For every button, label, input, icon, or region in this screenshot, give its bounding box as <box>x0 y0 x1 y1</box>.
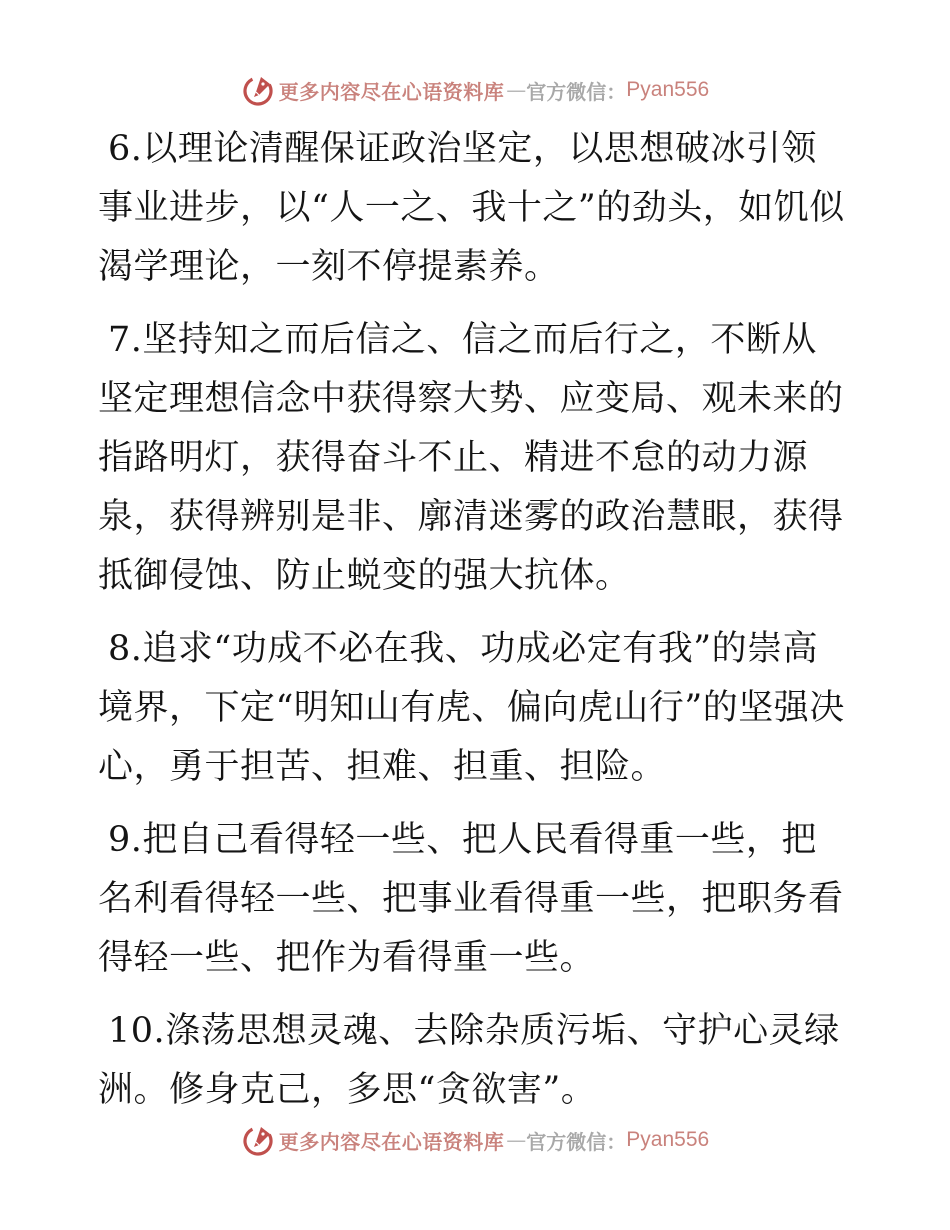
banner-wechat-label: 官方微信： <box>526 1129 627 1154</box>
pen-nib-logo-icon <box>241 73 275 107</box>
header-banner <box>0 70 950 110</box>
paragraph-7: 7.坚持知之而后信之、信之而后行之，不断从坚定理想信念中获得察大势、应变局、观未来的指路明灯，获得奋斗不止、精进不怠的动力源泉，获得辨别是非、廓清迷雾的政治慧眼，获得抵御侵蚀、防止蜕变的强大抗体。 <box>98 320 844 596</box>
banner-separator: — <box>506 1128 527 1152</box>
document-body <box>98 120 850 1134</box>
footer-banner <box>0 1120 950 1160</box>
banner-wechat-label: 官方微信： <box>526 79 627 104</box>
banner-wechat-id: Pyan556 <box>626 78 710 101</box>
banner-title: 更多内容尽在心语资料库 <box>278 1129 505 1154</box>
banner-wechat-id: Pyan556 <box>626 1128 710 1151</box>
paragraph-8: 8.追求“功成不必在我、功成必定有我”的崇高境界，下定“明知山有虎、偏向虎山行”的坚强决心，勇于担苦、担难、担重、担险。 <box>98 629 845 787</box>
paragraph-10: 10.涤荡思想灵魂、去除杂质污垢、守护心灵绿洲。修身克己，多思“贪欲害”。 <box>98 1011 840 1110</box>
paragraph-9: 9.把自己看得轻一些、把人民看得重一些，把名利看得轻一些、把事业看得重一些，把职务看得轻一些、把作为看得重一些。 <box>98 820 844 978</box>
banner-separator: — <box>506 78 527 102</box>
paragraph-6: 6.以理论清醒保证政治坚定，以思想破冰引领事业进步，以“人一之、我十之”的劲头，如饥似渴学理论，一刻不停提素养。 <box>98 129 845 287</box>
banner-title: 更多内容尽在心语资料库 <box>278 79 505 104</box>
pen-nib-logo-icon <box>241 1123 275 1157</box>
